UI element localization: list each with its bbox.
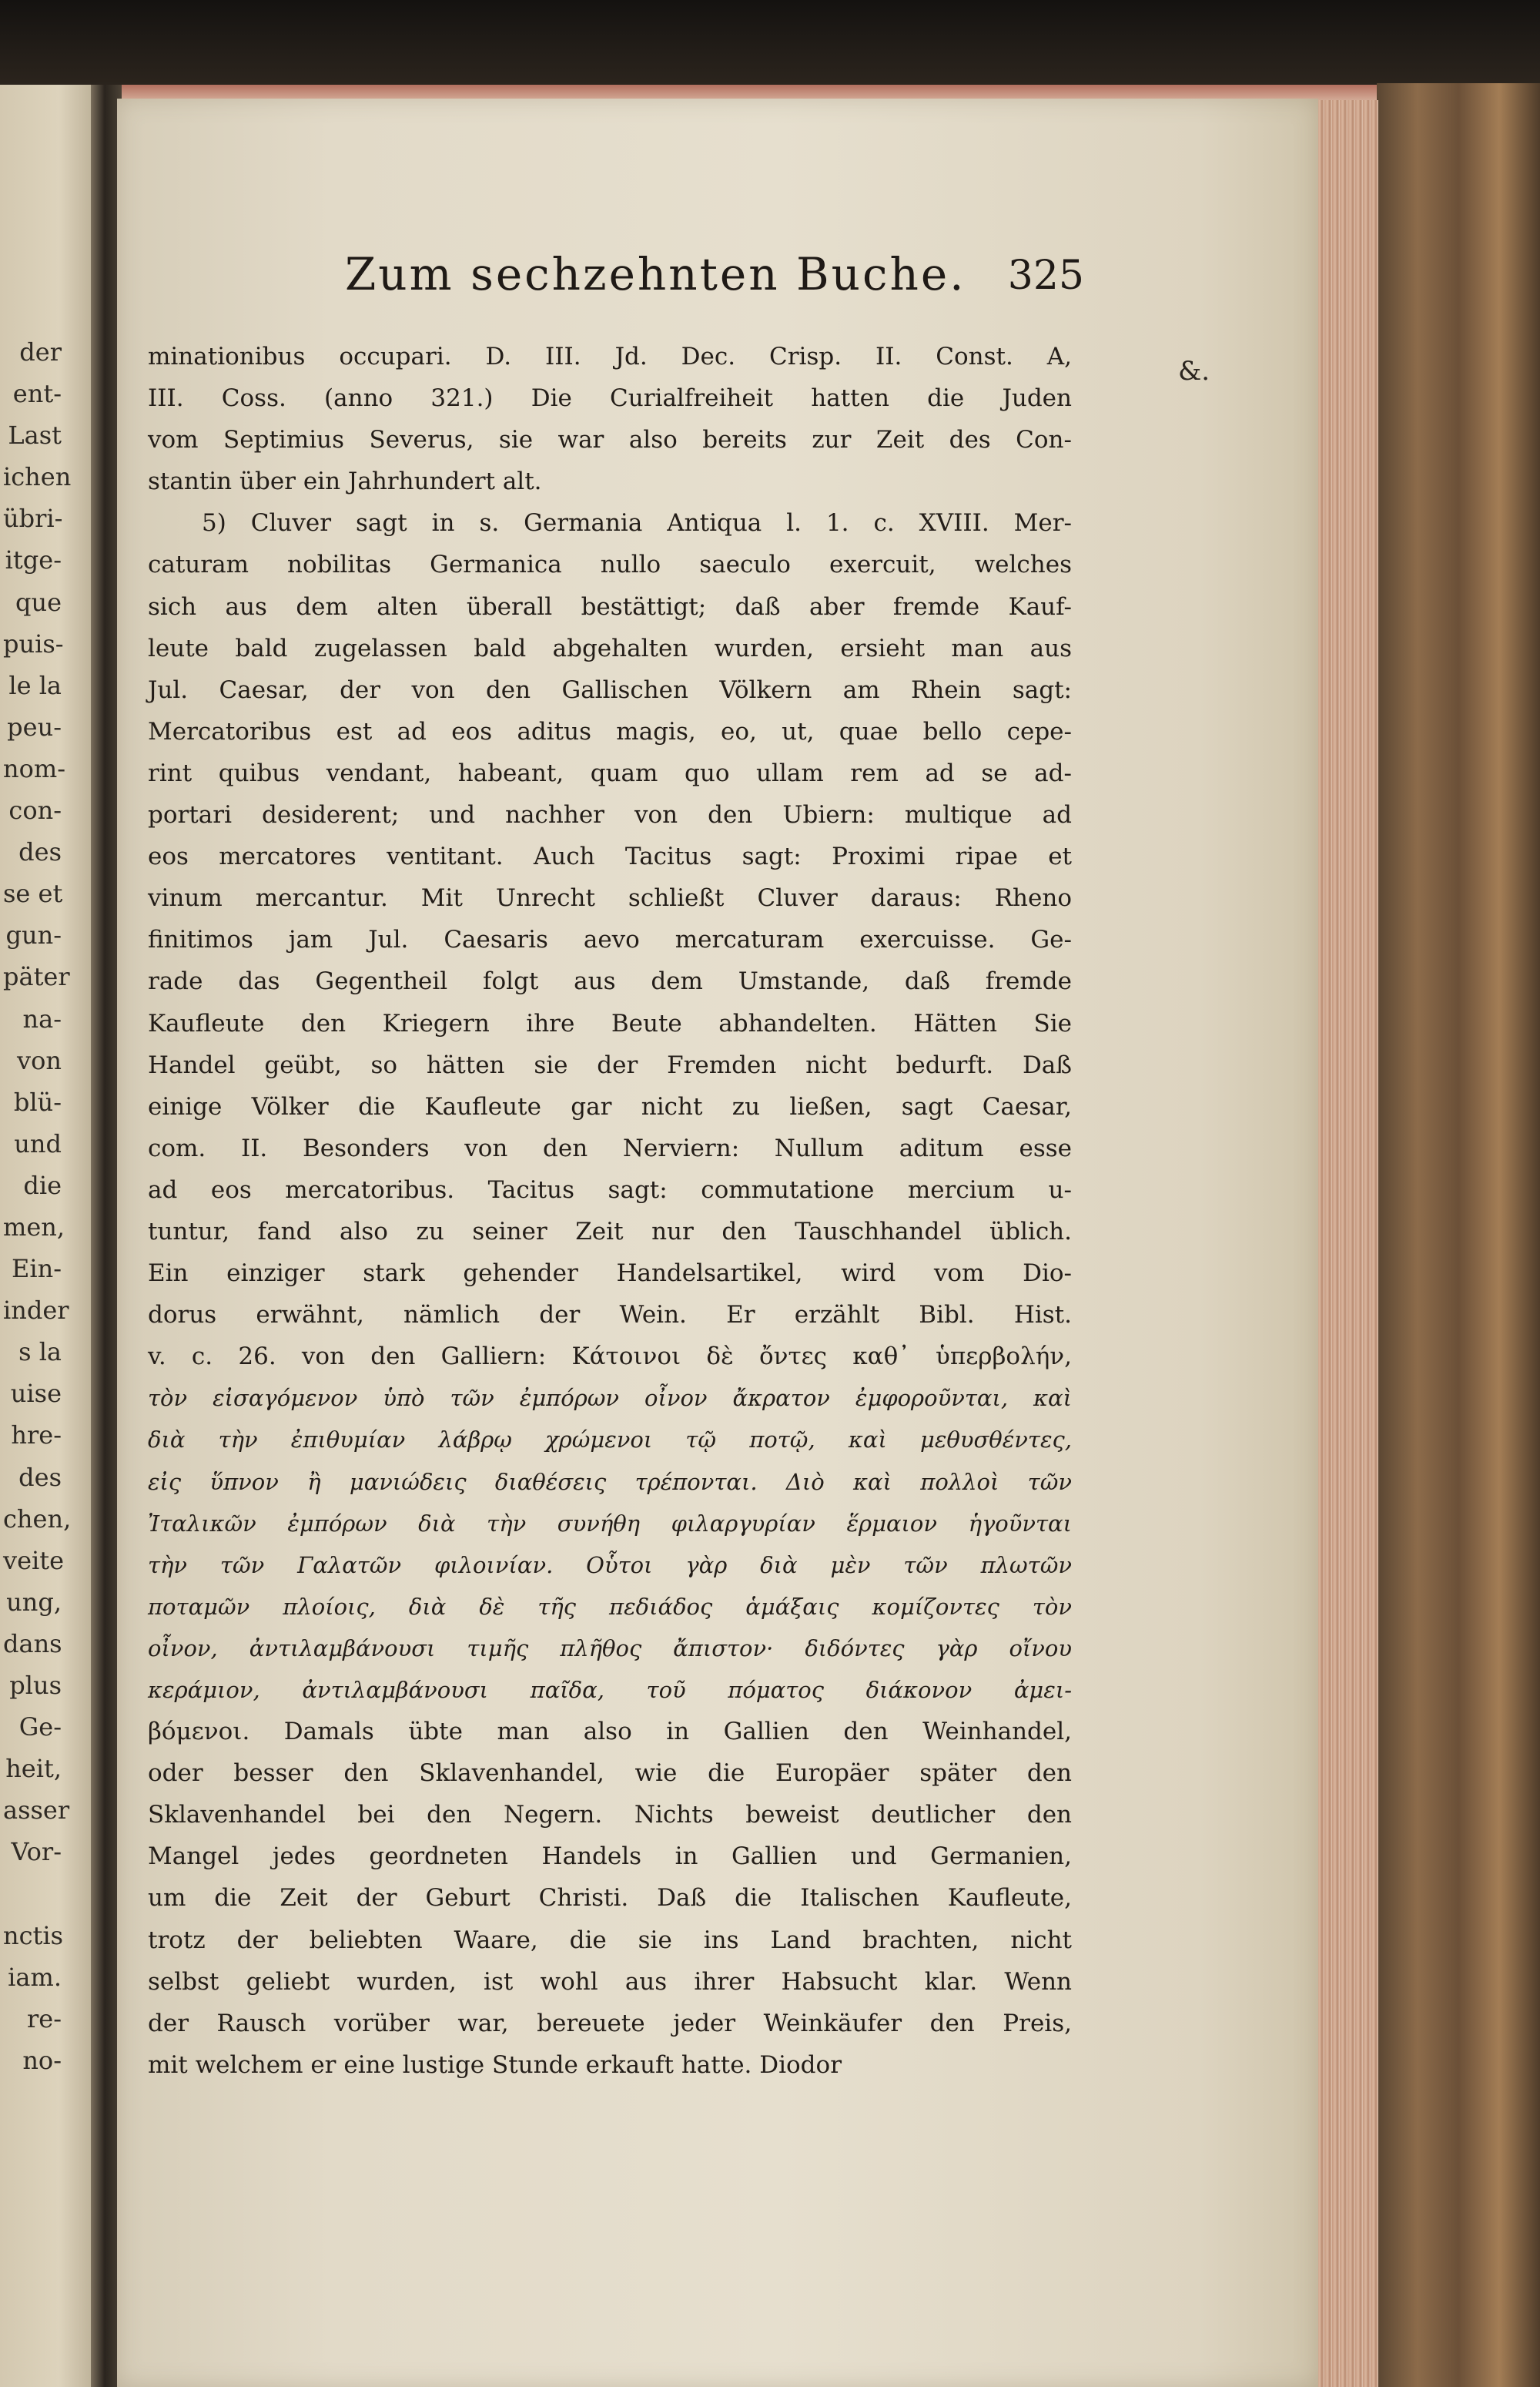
left-page-fragment: con- xyxy=(8,796,62,826)
text-line: Mercatoribus est ad eos aditus magis, eo, ut, quae bello cepe- xyxy=(148,717,1072,746)
text-line: 5) Cluver sagt in s. Germania Antiqua l. 1. c. XVIII. Mer- xyxy=(202,509,1072,538)
book-binding xyxy=(1377,83,1540,2387)
text-line: III. Coss. (anno 321.) Die Curialfreiheit hatten die Juden xyxy=(148,384,1072,413)
left-page-fragment: asser xyxy=(3,1795,70,1825)
left-page-fragment: des xyxy=(18,1462,62,1492)
left-page-fragment: die xyxy=(23,1170,62,1200)
left-page-fragment: itge- xyxy=(5,545,62,575)
left-page-fragment: nctis xyxy=(3,1920,64,1950)
left-page-text-fragments xyxy=(3,331,72,2081)
left-page-fragment: plus xyxy=(9,1671,62,1700)
text-line: vinum mercantur. Mit Unrecht schließt Cluver daraus: Rheno xyxy=(148,884,1072,913)
left-page-fragment: Vor- xyxy=(11,1837,62,1867)
text-line: einige Völker die Kaufleute gar nicht zu ließen, sagt Caesar, xyxy=(148,1092,1072,1121)
left-page-fragment: puis- xyxy=(3,629,64,659)
text-line: dorus erwähnt, nämlich der Wein. Er erzählt Bibl. Hist. xyxy=(148,1301,1072,1329)
text-line: τὴν τῶν Γαλατῶν φιλοινίαν. Οὗτοι γὰρ διὰ μὲν τῶν πλωτῶν xyxy=(148,1551,1072,1578)
text-line: Kaufleute den Kriegern ihre Beute abhandelten. Hätten Sie xyxy=(148,1009,1072,1038)
margin-mark: &. xyxy=(1178,356,1210,387)
left-page-fragment: übri- xyxy=(3,504,63,534)
text-line: portari desiderent; und nachher von den Ubiern: multique ad xyxy=(148,801,1072,830)
text-line: κεράμιον, ἀντιλαμβάνουσι παῖδα, τοῦ πόματος διάκονον ἀμει- xyxy=(148,1677,1072,1703)
left-page-fragment xyxy=(3,1872,62,1914)
left-page-fragment: ichen xyxy=(3,462,72,492)
left-page-fragment: der xyxy=(19,337,62,367)
text-line: Ein einziger stark gehender Handelsartikel, wird vom Dio- xyxy=(148,1259,1072,1288)
text-line: minationibus occupari. D. III. Jd. Dec. Crisp. II. Const. A, xyxy=(148,343,1072,370)
left-page-fragment: hre- xyxy=(11,1420,62,1450)
left-page-fragment: peu- xyxy=(7,712,62,742)
text-line: Handel geübt, so hätten sie der Fremden nicht bedurft. Daß xyxy=(148,1051,1072,1079)
left-page-fragment: men, xyxy=(3,1212,65,1242)
text-line: Mangel jedes geordneten Handels in Gallien und Germanien, xyxy=(148,1842,1072,1871)
text-line: oder besser den Sklavenhandel, wie die Europäer später den xyxy=(148,1759,1072,1788)
left-page-fragment: iam. xyxy=(8,1962,62,1992)
text-line: um die Zeit der Geburt Christi. Daß die Italischen Kaufleute, xyxy=(148,1884,1072,1913)
left-page-fragment: veite xyxy=(3,1545,65,1575)
text-line: caturam nobilitas Germanica nullo saeculo exercuit, welches xyxy=(148,551,1072,579)
left-page-fragment: von xyxy=(17,1045,62,1075)
left-page-fragment: Last xyxy=(8,421,62,451)
left-page-fragment: nom- xyxy=(3,753,66,783)
text-line: βόμενοι. Damals übte man also in Gallien den Weinhandel, xyxy=(148,1718,1072,1746)
page-edges xyxy=(1309,100,1378,2387)
text-line: mit welchem er eine lustige Stunde erkauft hatte. Diodor xyxy=(148,2050,842,2079)
left-page-fragment: ung, xyxy=(6,1587,62,1617)
left-page-fragment: gun- xyxy=(5,920,62,950)
text-line: eos mercatores ventitant. Auch Tacitus sagt: Proximi ripae et xyxy=(148,843,1072,871)
text-line: tuntur, fand also zu seiner Zeit nur den Tauschhandel üblich. xyxy=(148,1217,1072,1245)
text-line: οἶνον, ἀντιλαμβάνουσι τιμῆς πλῆθος ἄπιστον· διδόντες γὰρ οἴνου xyxy=(148,1634,1072,1661)
left-page-fragment: des xyxy=(18,837,62,867)
text-line: selbst geliebt wurden, ist wohl aus ihrer Habsucht klar. Wenn xyxy=(148,1967,1072,1996)
text-line: der Rausch vorüber war, bereuete jeder Weinkäufer den Preis, xyxy=(148,2009,1072,2037)
left-page-fragment: na- xyxy=(22,1004,62,1034)
text-line: εἰς ὕπνον ἢ μανιώδεις διαθέσεις τρέπονται. Διὸ καὶ πολλοὶ τῶν xyxy=(148,1468,1072,1495)
left-page-fragment: uise xyxy=(10,1379,62,1409)
left-page-fragment: que xyxy=(15,587,62,617)
left-page-fragment: re- xyxy=(26,2003,62,2033)
text-line: trotz der beliebten Waare, die sie ins Land brachten, nicht xyxy=(148,1926,1072,1954)
running-title: Zum sechzehnten Buche. xyxy=(345,248,966,300)
text-line: ποταμῶν πλοίοις, διὰ δὲ τῆς πεδιάδος ἁμάξαις κομίζοντες τὸν xyxy=(148,1593,1072,1620)
left-page-fragment: se et xyxy=(3,879,63,909)
text-line: Sklavenhandel bei den Negern. Nichts beweist deutlicher den xyxy=(148,1801,1072,1829)
text-line: ad eos mercatoribus. Tacitus sagt: commutatione mercium u- xyxy=(148,1175,1072,1204)
left-page-fragment: ent- xyxy=(12,379,62,409)
text-line: stantin über ein Jahrhundert alt. xyxy=(148,468,542,496)
page-header xyxy=(345,248,1084,314)
left-page-fragment: le la xyxy=(8,670,62,700)
left-page-fragment: chen, xyxy=(3,1504,72,1534)
left-page-fragment: s la xyxy=(18,1337,62,1367)
left-page-fragment: inder xyxy=(3,1296,69,1326)
left-page-fragment: dans xyxy=(3,1628,62,1658)
left-page-fragment: heit, xyxy=(5,1754,62,1784)
text-line: τὸν εἰσαγόμενον ὑπὸ τῶν ἐμπόρων οἶνον ἄκρατον ἐμφοροῦνται, καὶ xyxy=(148,1385,1072,1412)
text-line: rade das Gegentheil folgt aus dem Umstande, daß fremde xyxy=(148,967,1072,996)
left-page-fragment: no- xyxy=(22,2045,62,2075)
left-page-fragment: päter xyxy=(3,962,70,992)
text-line: Jul. Caesar, der von den Gallischen Völkern am Rhein sagt: xyxy=(148,676,1072,704)
left-page-fragment: Ge- xyxy=(18,1712,62,1742)
text-line: leute bald zugelassen bald abgehalten wurden, ersieht man aus xyxy=(148,634,1072,662)
text-line: finitimos jam Jul. Caesaris aevo mercaturam exercuisse. Ge- xyxy=(148,926,1072,954)
body-text xyxy=(148,336,1072,2086)
left-page-fragment: und xyxy=(14,1128,62,1158)
text-line: v. c. 26. von den Galliern: Κάτοινοι δὲ ὄντες καθ᾽ ὑπερβολήν, xyxy=(148,1343,1072,1371)
text-line: com. II. Besonders von den Nerviern: Nullum aditum esse xyxy=(148,1134,1072,1162)
text-line: vom Septimius Severus, sie war also bereits zur Zeit des Con- xyxy=(148,426,1072,454)
text-line: sich aus dem alten überall bestättigt; daß aber fremde Kauf- xyxy=(148,592,1072,621)
binding-top-shadow xyxy=(0,0,1540,85)
text-line: rint quibus vendant, habeant, quam quo ullam rem ad se ad- xyxy=(148,759,1072,787)
left-page-fragment: blü- xyxy=(13,1087,62,1117)
text-line: Ἰταλικῶν ἐμπόρων διὰ τὴν συνήθη φιλαργυρίαν ἕρμαιον ἡγοῦνται xyxy=(148,1510,1072,1537)
left-page-fragment: Ein- xyxy=(11,1254,62,1284)
text-line: διὰ τὴν ἐπιθυμίαν λάβρῳ χρώμενοι τῷ ποτῷ, καὶ μεθυσθέντες, xyxy=(148,1427,1072,1453)
page-number: 325 xyxy=(1007,253,1084,299)
